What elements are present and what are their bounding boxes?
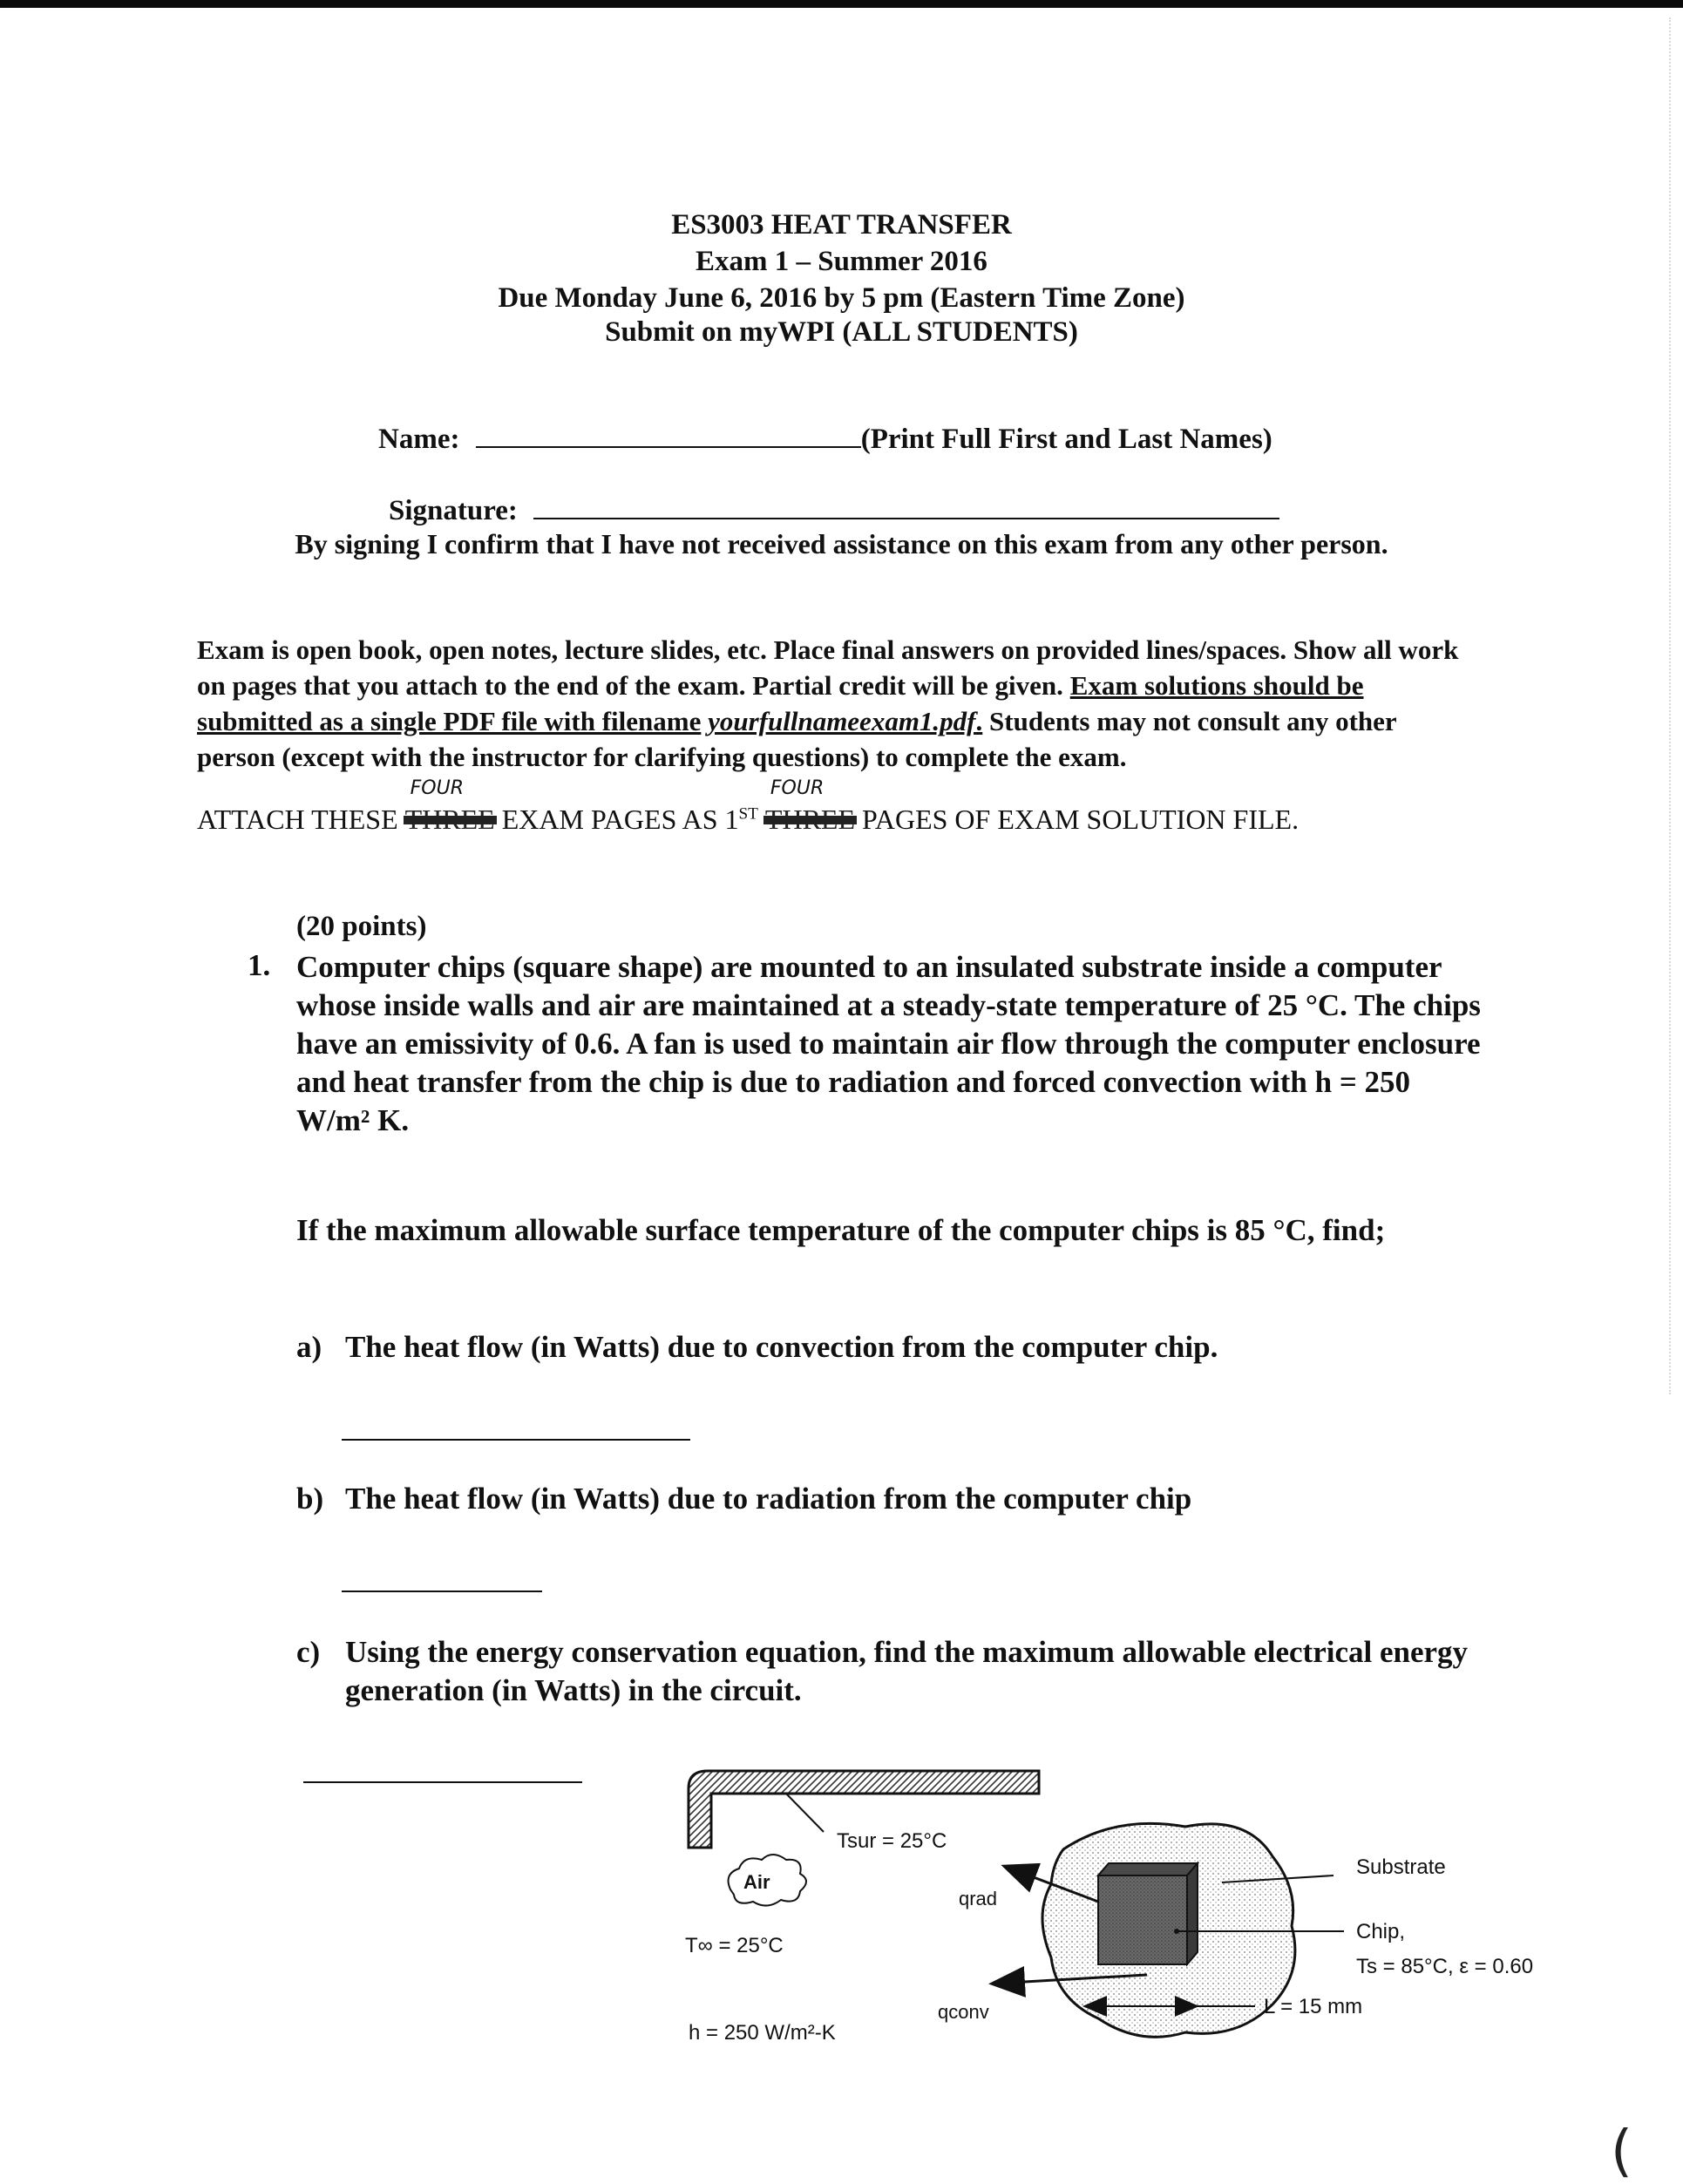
tsur-label: Tsur = 25°C: [837, 1829, 947, 1853]
chip-top-face: [1098, 1863, 1198, 1875]
handwritten-correction-2: FOUR: [770, 777, 825, 799]
handwritten-mark: (: [1611, 2120, 1632, 2184]
scribble-mark-1: [404, 816, 497, 824]
part-a-label: a): [296, 1330, 322, 1364]
substrate-label: Substrate: [1356, 1855, 1446, 1879]
signature-input-line[interactable]: [533, 518, 1279, 519]
exam-title: Exam 1 – Summer 2016: [696, 246, 987, 277]
instructions-period: .: [975, 706, 983, 736]
qrad-label: qrad: [959, 1888, 998, 1909]
tsur-pointer: [786, 1794, 824, 1832]
ts-emissivity-label: Ts = 85°C, ε = 0.60: [1356, 1955, 1534, 1978]
instructions-part3: Students may not consult any other person (except with the instructor for clarifying questions) to complete the exam.: [197, 706, 1397, 772]
due-date: Due Monday June 6, 2016 by 5 pm (Eastern Time Zone): [498, 282, 1185, 314]
name-input-line[interactable]: [476, 446, 861, 448]
answer-line-b[interactable]: [342, 1591, 542, 1592]
tinf-label: T∞ = 25°C: [685, 1934, 784, 1957]
part-c-label: c): [296, 1635, 321, 1669]
question-number: 1.: [248, 948, 271, 982]
instructions-pdf-note: Exam solutions should be submitted as a single PDF file with filename: [197, 670, 1364, 736]
h-label: h = 250 W/m²-K: [689, 2021, 836, 2045]
submit-note: Submit on myWPI (ALL STUDENTS): [605, 316, 1078, 348]
scan-top-border: [0, 0, 1683, 8]
answer-line-c[interactable]: [303, 1781, 582, 1783]
question-text: Computer chips (square shape) are mounted to an insulated substrate inside a computer whose inside walls and air are maintained at a steady-state temperature of 25 °C. The chips have an emissivity of 0.6. A fan is used to maintain air flow through the computer enclosure and heat transfer from the chip is due to radiation and forced convection with h = 250 W/m² K.: [296, 950, 1481, 1137]
air-label: Air: [743, 1871, 770, 1893]
question-find: If the maximum allowable surface temperature of the computer chips is 85 °C, find;: [296, 1213, 1386, 1247]
chip-heat-transfer-diagram: [662, 1752, 1595, 2057]
scribble-mark-2: [763, 816, 857, 824]
qconv-label: qconv: [938, 2001, 989, 2023]
answer-line-a[interactable]: [342, 1439, 690, 1441]
chip-label: Chip,: [1356, 1920, 1406, 1943]
part-b-text: The heat flow (in Watts) due to radiation from the computer chip: [345, 1482, 1192, 1516]
attach-middle: EXAM PAGES AS 1: [501, 804, 739, 835]
exam-instructions: [197, 632, 1478, 775]
name-hint: (Print Full First and Last Names): [860, 424, 1272, 455]
name-label: Name:: [378, 424, 460, 455]
part-b-label: b): [296, 1482, 324, 1516]
handwritten-correction-1: FOUR: [410, 777, 464, 799]
attach-suffix: PAGES OF EXAM SOLUTION FILE.: [862, 804, 1300, 835]
length-label: L = 15 mm: [1264, 1995, 1363, 2018]
course-title: ES3003 HEAT TRANSFER: [671, 209, 1012, 241]
part-c-text: Using the energy conservation equation, find the maximum allowable electrical energy generation (in Watts) in the circuit.: [345, 1635, 1469, 1707]
signature-label: Signature:: [389, 495, 518, 526]
instructions-filename: yourfullnameexam1.pdf: [708, 706, 976, 736]
question-points: (20 points): [296, 911, 427, 942]
attach-prefix: ATTACH THESE: [197, 804, 398, 835]
struck-word-1: [405, 777, 495, 836]
attach-ordinal: ST: [738, 804, 758, 824]
instructions-part1: Exam is open book, open notes, lecture slides, etc. Place final answers on provided lines/spaces. Show all work on pages that you attach to the end of the exam. Partial credit will be given.: [197, 634, 1459, 701]
signature-confirmation: By signing I confirm that I have not received assistance on this exam from any other person.: [295, 528, 1388, 560]
attach-instruction: [197, 777, 1300, 836]
name-row: [378, 424, 1272, 456]
chip-icon: [1098, 1875, 1187, 1964]
chip-leader-dot: [1174, 1929, 1179, 1934]
signature-row: [389, 495, 1279, 527]
chip-side-face: [1187, 1863, 1198, 1964]
struck-word-2: [765, 777, 855, 836]
part-a-text: The heat flow (in Watts) due to convection from the computer chip.: [345, 1330, 1218, 1364]
